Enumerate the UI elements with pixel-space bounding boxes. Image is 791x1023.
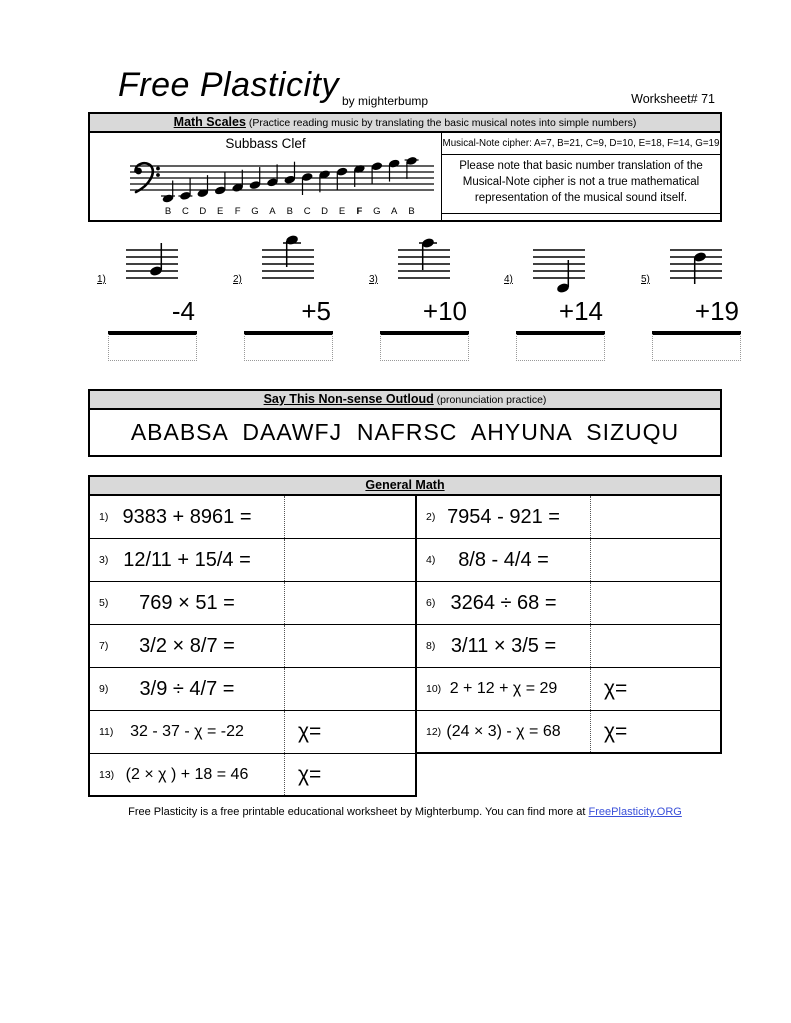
problem-cell bbox=[88, 625, 417, 668]
note-value: +19 bbox=[694, 296, 739, 326]
problem-number: 3) bbox=[99, 554, 109, 566]
expression-cell bbox=[90, 754, 285, 795]
math-scales-subtitle: (Practice reading music by translating the basic musical notes into simple numbers) bbox=[245, 117, 637, 129]
expression-cell bbox=[417, 496, 591, 538]
staff-letter: E bbox=[338, 206, 346, 217]
table-row bbox=[88, 582, 722, 625]
answer-box[interactable] bbox=[516, 334, 605, 361]
problem-number: 4) bbox=[426, 554, 436, 566]
staff-letter: G bbox=[373, 206, 381, 217]
table-row bbox=[88, 625, 722, 668]
music-note-icon bbox=[318, 169, 330, 192]
general-math-title: General Math bbox=[365, 478, 445, 492]
math-scales-title: Math Scales bbox=[173, 115, 246, 129]
music-note-icon bbox=[284, 162, 296, 185]
problem-number: 12) bbox=[426, 725, 442, 738]
disclaimer-text: Please note that basic number translation of the Musical-Note cipher is not a true mathematical representation of the musical sound itself. bbox=[442, 155, 720, 214]
staff-letter: F bbox=[234, 206, 241, 217]
footer-link[interactable]: FreePlasticity.ORG bbox=[588, 806, 682, 818]
answer-box[interactable] bbox=[380, 334, 469, 361]
main-staff-svg bbox=[90, 151, 442, 221]
staff-letter: C bbox=[181, 206, 189, 217]
problem-cell bbox=[88, 539, 417, 582]
table-row bbox=[88, 711, 722, 754]
answer-cell[interactable]: χ= bbox=[604, 677, 628, 700]
music-note-icon bbox=[149, 243, 163, 277]
staff-letter: B bbox=[408, 206, 415, 217]
problem-number: 7) bbox=[99, 640, 109, 652]
note-value: +14 bbox=[558, 296, 603, 326]
note-value: +5 bbox=[301, 296, 331, 326]
expression-cell bbox=[417, 668, 591, 710]
table-row bbox=[88, 668, 722, 711]
mini-staff-svg bbox=[120, 232, 184, 296]
answer-cell[interactable] bbox=[591, 539, 720, 581]
staff-letter: G bbox=[251, 206, 259, 217]
footer-text bbox=[88, 806, 722, 818]
problem-expression: 3/11 × 3/5 = bbox=[450, 634, 557, 657]
problem-cell bbox=[417, 539, 722, 582]
problem-number: 1) bbox=[99, 511, 109, 523]
mini-staff-svg bbox=[664, 232, 728, 296]
answer-cell[interactable] bbox=[285, 625, 415, 667]
problem-expression: 8/8 - 4/4 = bbox=[458, 548, 549, 571]
music-note-icon bbox=[693, 251, 707, 284]
staff-letter: B bbox=[164, 206, 172, 217]
cipher-column bbox=[442, 133, 720, 220]
problem-expression: 2 + 12 + χ = 29 bbox=[449, 680, 558, 697]
problem-expression: 769 × 51 = bbox=[139, 591, 235, 614]
problem-expression: (2 × χ ) + 18 = 46 bbox=[125, 765, 249, 783]
music-note-icon bbox=[231, 170, 243, 193]
answer-box[interactable] bbox=[244, 334, 333, 361]
general-math-section bbox=[88, 475, 722, 797]
expression-cell bbox=[90, 711, 285, 753]
answer-cell[interactable] bbox=[591, 625, 720, 667]
problem-cell bbox=[88, 496, 417, 539]
staff-letter: B bbox=[286, 206, 293, 217]
problem-number: 11) bbox=[99, 726, 114, 738]
empty-cell bbox=[417, 754, 722, 797]
staff-letter: E bbox=[217, 206, 224, 217]
staff-letter: A bbox=[269, 206, 276, 217]
staff-letter: C bbox=[303, 206, 311, 217]
problem-cell bbox=[88, 582, 417, 625]
expression-cell bbox=[417, 625, 591, 667]
music-note-icon bbox=[371, 161, 383, 184]
nonsense-section bbox=[88, 389, 722, 457]
staff-letter: D bbox=[199, 206, 207, 217]
clef-title: Subbass Clef bbox=[225, 136, 306, 151]
answer-cell[interactable] bbox=[591, 582, 720, 624]
problem-cell bbox=[88, 754, 417, 797]
table-row bbox=[88, 754, 722, 797]
expression-cell bbox=[417, 711, 591, 752]
music-problem-number: 1) bbox=[97, 274, 106, 285]
math-scales-section bbox=[88, 112, 722, 222]
main-staff bbox=[90, 151, 441, 226]
problem-cell bbox=[417, 625, 722, 668]
music-note-icon bbox=[556, 260, 570, 294]
problem-cell bbox=[417, 496, 722, 539]
problem-expression: 32 - 37 - χ = -22 bbox=[130, 723, 244, 740]
problem-number: 10) bbox=[426, 683, 442, 695]
expression-cell bbox=[90, 625, 285, 667]
answer-cell[interactable]: χ= bbox=[298, 762, 322, 786]
expression-cell bbox=[90, 668, 285, 710]
mini-staff-svg bbox=[392, 232, 456, 296]
problem-number: 6) bbox=[426, 597, 436, 609]
problem-number: 5) bbox=[99, 597, 109, 609]
staff-letter: D bbox=[321, 206, 329, 217]
problem-expression: 3/2 × 8/7 = bbox=[139, 634, 235, 657]
mini-staff-svg bbox=[527, 232, 591, 296]
problem-number: 9) bbox=[99, 683, 109, 695]
problem-cell bbox=[88, 668, 417, 711]
staff-letter: A bbox=[391, 206, 398, 217]
general-math-header-bar bbox=[88, 475, 722, 496]
note-value: +10 bbox=[422, 296, 467, 326]
nonsense-header-bar bbox=[88, 389, 722, 410]
answer-cell[interactable] bbox=[285, 539, 415, 581]
problem-expression: 3264 ÷ 68 = bbox=[450, 591, 557, 614]
problem-number: 13) bbox=[99, 768, 115, 781]
music-note-icon bbox=[421, 237, 435, 270]
note-value: -4 bbox=[171, 296, 195, 326]
byline: by mighterbump bbox=[342, 94, 429, 108]
mini-staff-svg bbox=[256, 232, 320, 296]
general-math-table bbox=[88, 496, 722, 797]
nonsense-title: Say This Non-sense Outloud bbox=[263, 392, 434, 406]
problem-cell bbox=[88, 711, 417, 754]
music-problem-number: 5) bbox=[641, 274, 650, 285]
nonsense-subtitle: (pronunciation practice) bbox=[433, 394, 547, 406]
problem-cell bbox=[417, 711, 722, 754]
answer-cell[interactable]: χ= bbox=[298, 720, 322, 743]
cipher-text: Musical-Note cipher: A=7, B=21, C=9, D=10, E=18, F=14, G=19 bbox=[442, 133, 720, 155]
expression-cell bbox=[90, 496, 285, 538]
problem-expression: 3/9 ÷ 4/7 = bbox=[139, 677, 235, 700]
problem-expression: (24 × 3) - χ = 68 bbox=[446, 722, 561, 740]
nonsense-words: ABABSA DAAWFJ NAFRSC AHYUNA SIZUQU bbox=[88, 410, 722, 457]
expression-cell bbox=[90, 582, 285, 624]
music-problem-number: 4) bbox=[504, 274, 513, 285]
math-scales-body bbox=[88, 133, 722, 222]
expression-cell bbox=[417, 539, 591, 581]
problem-expression: 9383 + 8961 = bbox=[122, 505, 252, 528]
page-title: Free Plasticity bbox=[118, 66, 339, 104]
problem-cell bbox=[417, 668, 722, 711]
staff-letter: F bbox=[356, 206, 363, 217]
music-note-icon bbox=[179, 178, 191, 201]
music-problem-number: 3) bbox=[369, 274, 378, 285]
problem-expression: 12/11 + 15/4 = bbox=[123, 548, 251, 571]
math-scales-header-bar bbox=[88, 112, 722, 133]
worksheet-number: Worksheet# 71 bbox=[631, 92, 715, 106]
clef-reference-cell bbox=[90, 133, 442, 220]
answer-cell[interactable] bbox=[591, 496, 720, 538]
problem-number: 2) bbox=[426, 511, 436, 523]
music-note-icon bbox=[405, 156, 417, 179]
answer-box[interactable] bbox=[108, 334, 197, 361]
expression-cell bbox=[417, 582, 591, 624]
table-row bbox=[88, 539, 722, 582]
problem-cell bbox=[417, 582, 722, 625]
table-row bbox=[88, 496, 722, 539]
answer-cell[interactable]: χ= bbox=[604, 719, 628, 743]
footer-note: Free Plasticity is a free printable educational worksheet by Mighterbump. You can find more at bbox=[128, 806, 589, 818]
answer-cell[interactable] bbox=[285, 496, 415, 538]
answer-cell[interactable] bbox=[285, 582, 415, 624]
answer-cell[interactable] bbox=[285, 668, 415, 710]
expression-cell bbox=[90, 539, 285, 581]
problem-number: 8) bbox=[426, 640, 436, 652]
answer-box[interactable] bbox=[652, 334, 741, 361]
problem-expression: 7954 - 921 = bbox=[447, 505, 560, 528]
music-problem-number: 2) bbox=[233, 274, 242, 285]
